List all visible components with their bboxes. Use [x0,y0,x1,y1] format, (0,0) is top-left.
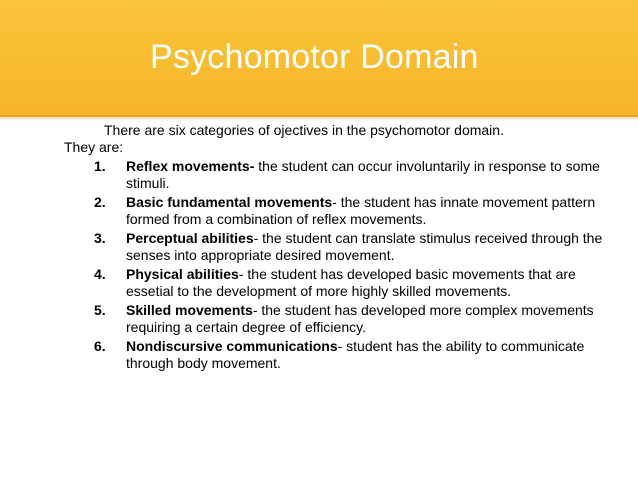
item-description: - the student has innate movement pattern formed from a combination of reflex movements. [126,194,596,227]
item-term: Skilled movements [126,302,253,318]
list-item [64,158,624,192]
item-number: 5. [94,302,106,318]
slide-body [64,122,624,374]
item-term: Nondiscursive communications [126,338,338,354]
slide-title: Psychomotor Domain [150,38,479,76]
intro-line-2: They are: [64,139,124,155]
item-number: 6. [94,338,106,354]
item-number: 1. [94,158,106,174]
list-item [64,302,624,336]
item-description: - the student can translate stimulus received through the senses into appropriate desired movement. [126,230,603,263]
item-number: 4. [94,266,106,282]
intro-paragraph [64,122,624,156]
category-list [64,158,624,372]
item-description: - student has the ability to communicate through body movement. [126,338,585,371]
item-term: Perceptual abilities [126,230,254,246]
list-item [64,338,624,372]
item-number: 2. [94,194,106,210]
item-term: Reflex movements- [126,158,255,174]
item-term: Physical abilities [126,266,239,282]
list-item [64,230,624,264]
item-number: 3. [94,230,106,246]
item-description: - the student has developed more complex movements requiring a certain degree of efficiency. [126,302,594,335]
list-item [64,194,624,228]
banner-shadow [0,115,638,121]
list-item [64,266,624,300]
item-description: the student can occur involuntarily in response to some stimuli. [126,158,600,191]
intro-line-1: There are six categories of ojectives in the psychomotor domain. [104,122,504,138]
item-description: - the student has developed basic movements that are essetial to the development of more highly skilled movements. [126,266,576,299]
item-term: Basic fundamental movements [126,194,333,210]
